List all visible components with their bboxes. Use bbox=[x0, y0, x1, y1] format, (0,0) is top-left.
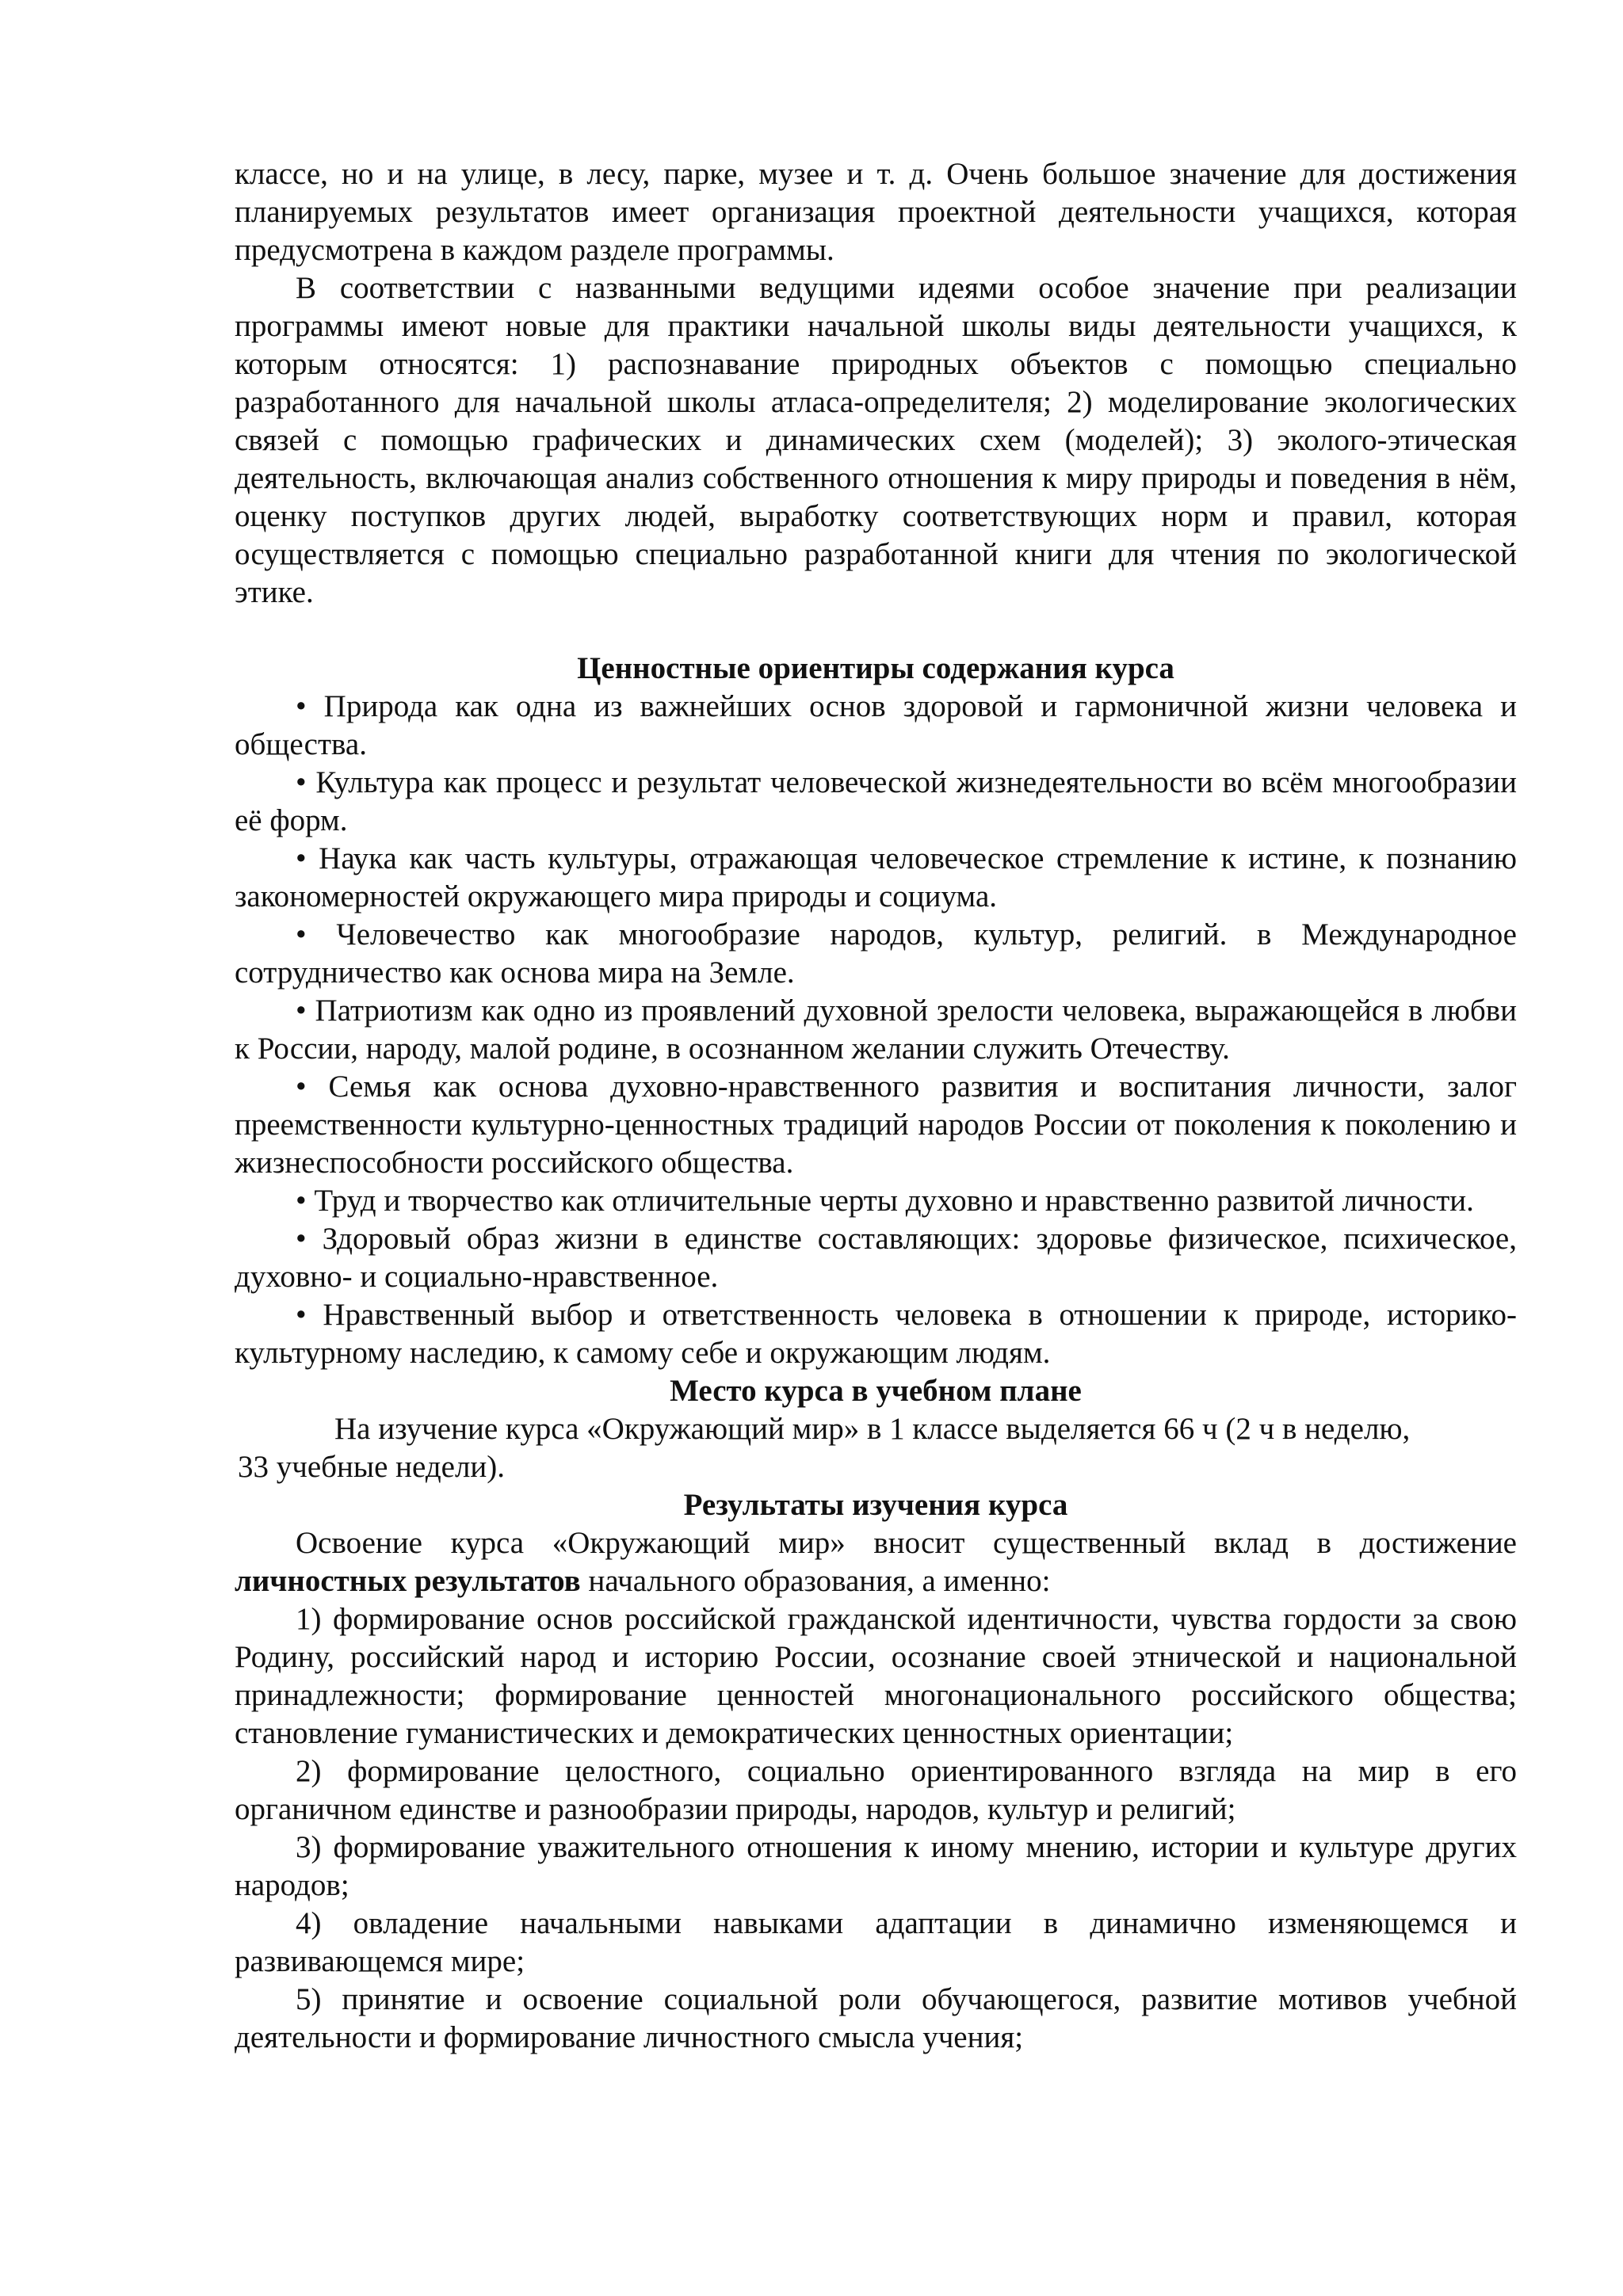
list-item: 5) принятие и освоение социальной роли обучающегося, развитие мотивов учебной деятельности и формирование личностного смысла учения; bbox=[235, 1982, 1517, 2054]
course-place-line-2: 33 учебные недели). bbox=[238, 1450, 506, 1484]
list-item: • Человечество как многообразие народов, культур, религий. в Международное сотрудничество как основа мира на Земле. bbox=[235, 917, 1517, 990]
heading-values: Ценностные ориентиры содержания курса bbox=[577, 651, 1174, 685]
paragraph-activities: В соответствии с названными ведущими идеями особое значение при реализации программы имеют новые для практики начальной школы виды деятельности учащихся, к которым относятся: 1) распознавание природных объектов с помощью специально разработанного для начальной школы атласа-определителя; 2) моделирование экологических связей с помощью графических и динамических схем (моделей); 3) эколого-этическая деятельность, включающая анализ собственного отношения к миру природы и поведения в нём, оценку поступков других людей, выработку соответствующих норм и правил, которая осуществляется с помощью специально разработанной книги для чтения по экологической этике. bbox=[235, 271, 1517, 609]
results-intro bbox=[235, 1524, 1517, 1600]
list-item: • Наука как часть культуры, отражающая человеческое стремление к истине, к познанию закономерностей окружающего мира природы и социума. bbox=[235, 841, 1517, 913]
list-item: 2) формирование целостного, социально ориентированного взгляда на мир в его органичном единстве и разнообразии природы, народов, культур и религий; bbox=[235, 1754, 1517, 1826]
list-item: 4) овладение начальными навыками адаптации в динамично изменяющемся и развивающемся мире; bbox=[235, 1906, 1517, 1978]
list-item: • Природа как одна из важнейших основ здоровой и гармоничной жизни человека и общества. bbox=[235, 689, 1517, 761]
heading-results: Результаты изучения курса bbox=[683, 1488, 1068, 1522]
list-item: • Труд и творчество как отличительные черты духовно и нравственно развитой личности. bbox=[296, 1184, 1474, 1218]
list-item: • Семья как основа духовно-нравственного развития и воспитания личности, залог преемственности культурно-ценностных традиций народов России от поколения к поколению и жизнеспособности российского общества. bbox=[235, 1070, 1517, 1180]
list-item: 1) формирование основ российской гражданской идентичности, чувства гордости за свою Родину, российский народ и историю России, осознание своей этнической и национальной принадлежности; формирование ценностей многонационального российского общества; становление гуманистических и демократических ценностных ориентации; bbox=[235, 1602, 1517, 1750]
heading-course-place: Место курса в учебном плане bbox=[670, 1374, 1082, 1408]
list-item: • Культура как процесс и результат человеческой жизнедеятельности во всём многообразии её форм. bbox=[235, 765, 1517, 837]
results-intro-tail: начального образования, а именно: bbox=[580, 1564, 1051, 1598]
paragraph-continuation: классе, но и на улице, в лесу, парке, музее и т. д. Очень большое значение для достижения планируемых результатов имеет организация проектной деятельности учащихся, которая предусмотрена в каждом разделе программы. bbox=[235, 157, 1517, 267]
list-item: • Нравственный выбор и ответственность человека в отношении к природе, историко-культурному наследию, к самому себе и окружающим людям. bbox=[235, 1298, 1517, 1370]
results-intro-bold: личностных результатов bbox=[235, 1564, 581, 1598]
list-item: 3) формирование уважительного отношения к иному мнению, истории и культуре других народов; bbox=[235, 1830, 1517, 1902]
results-intro-text: Освоение курса «Окружающий мир» вносит существенный вклад в достижение bbox=[296, 1526, 1517, 1560]
document-page bbox=[235, 155, 1517, 2057]
results-list bbox=[235, 1600, 1517, 2057]
list-item: • Здоровый образ жизни в единстве составляющих: здоровье физическое, психическое, духовно- и социально-нравственное. bbox=[235, 1222, 1517, 1294]
course-place-line-1: На изучение курса «Окружающий мир» в 1 классе выделяется 66 ч (2 ч в неделю, bbox=[334, 1412, 1411, 1446]
values-list bbox=[235, 688, 1517, 1372]
list-item: • Патриотизм как одно из проявлений духовной зрелости человека, выражающейся в любви к России, народу, малой родине, в осознанном желании служить Отечеству. bbox=[235, 994, 1517, 1066]
